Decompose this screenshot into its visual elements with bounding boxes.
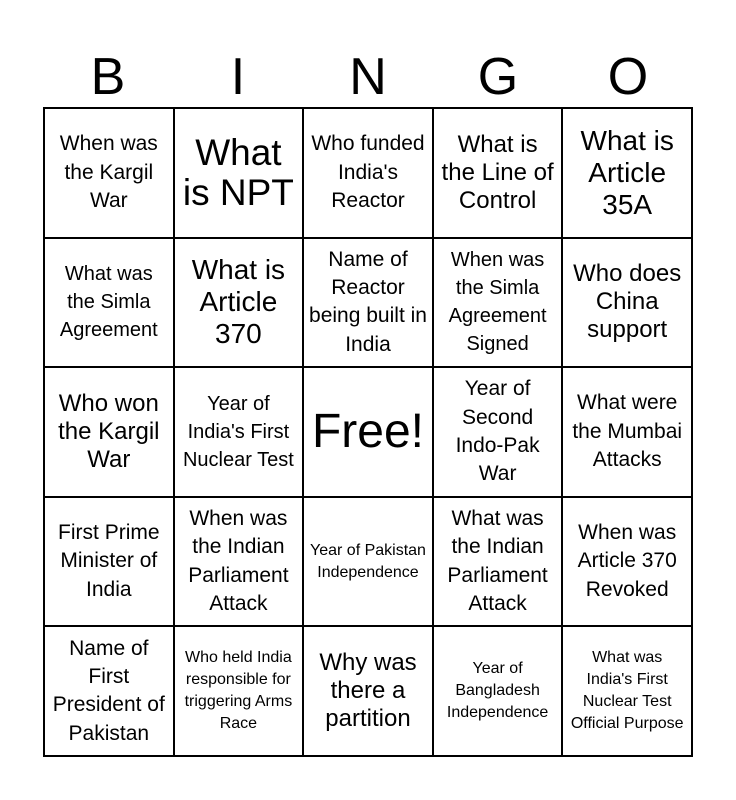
cell-text: Name of Reactor being built in India	[309, 247, 427, 356]
bingo-cell-r2-c0[interactable]	[44, 367, 174, 497]
cell-text: What is Article 35A	[580, 124, 674, 220]
free-space-text: Free!	[311, 404, 424, 458]
bingo-cell-r0-c0[interactable]	[44, 108, 174, 238]
bingo-cell-r2-c3[interactable]	[433, 367, 563, 497]
header-letter-g: G	[477, 48, 519, 106]
cell-text: Who won the Kargil War	[58, 389, 160, 474]
header-letter-i: I	[230, 48, 246, 106]
bingo-cell-r0-c2[interactable]	[303, 108, 433, 238]
bingo-cell-r3-c4[interactable]	[562, 497, 692, 627]
header-letter-b: B	[90, 48, 126, 106]
cell-text: When was Article 370 Revoked	[577, 521, 677, 601]
bingo-cell-r0-c3[interactable]	[433, 108, 563, 238]
bingo-cell-r1-c3[interactable]	[433, 238, 563, 368]
cell-text: Who funded India's Reactor	[311, 132, 425, 212]
cell-text: Year of Pakistan Independence	[310, 541, 426, 581]
cell-text: What is Article 370	[191, 254, 286, 350]
cell-text: Why was there a partition	[319, 649, 417, 733]
bingo-card-grid	[43, 107, 693, 757]
bingo-cell-r2-c1[interactable]	[174, 367, 304, 497]
bingo-cell-r0-c4[interactable]	[562, 108, 692, 238]
cell-text: First Prime Minister of India	[58, 521, 160, 601]
cell-text: When was the Indian Parliament Attack	[188, 506, 289, 615]
cell-text: What was the Simla Agreement	[59, 263, 158, 342]
cell-text: What was India's First Nuclear Test Official Purpose	[570, 649, 684, 733]
bingo-cell-r4-c1[interactable]	[174, 626, 304, 756]
cell-text: Year of Bangladesh Independence	[446, 660, 549, 722]
bingo-cell-r4-c4[interactable]	[562, 626, 692, 756]
bingo-cell-r2-c4[interactable]	[562, 367, 692, 497]
cell-text: What was the Indian Parliament Attack	[447, 506, 548, 615]
bingo-cell-r0-c1[interactable]	[174, 108, 304, 238]
bingo-cell-r1-c4[interactable]	[562, 238, 692, 368]
cell-text: Who does China support	[573, 260, 682, 344]
bingo-cell-r1-c0[interactable]	[44, 238, 174, 368]
bingo-cell-r1-c2[interactable]	[303, 238, 433, 368]
bingo-cell-r4-c3[interactable]	[433, 626, 563, 756]
cell-text: What is the Line of Control	[441, 130, 554, 214]
bingo-cell-r4-c2[interactable]	[303, 626, 433, 756]
bingo-cell-r3-c0[interactable]	[44, 497, 174, 627]
bingo-cell-r1-c1[interactable]	[174, 238, 304, 368]
bingo-cell-free[interactable]	[303, 367, 433, 497]
cell-text: What were the Mumbai Attacks	[572, 391, 683, 472]
cell-text: Who held India responsible for triggering Arms Race	[184, 649, 293, 733]
header-letter-o: O	[607, 48, 649, 106]
bingo-cell-r4-c0[interactable]	[44, 626, 174, 756]
bingo-cell-r3-c2[interactable]	[303, 497, 433, 627]
bingo-cell-r3-c1[interactable]	[174, 497, 304, 627]
cell-text: Name of First President of Pakistan	[52, 636, 165, 745]
cell-text: Year of India's First Nuclear Test	[182, 392, 294, 471]
cell-text: When was the Simla Agreement Signed	[448, 249, 547, 356]
bingo-header	[43, 48, 693, 106]
cell-text: Year of Second Indo-Pak War	[455, 377, 540, 486]
header-letter-n: N	[349, 48, 387, 106]
cell-text: What is NPT	[182, 131, 294, 213]
cell-text: When was the Kargil War	[59, 132, 158, 212]
bingo-cell-r3-c3[interactable]	[433, 497, 563, 627]
